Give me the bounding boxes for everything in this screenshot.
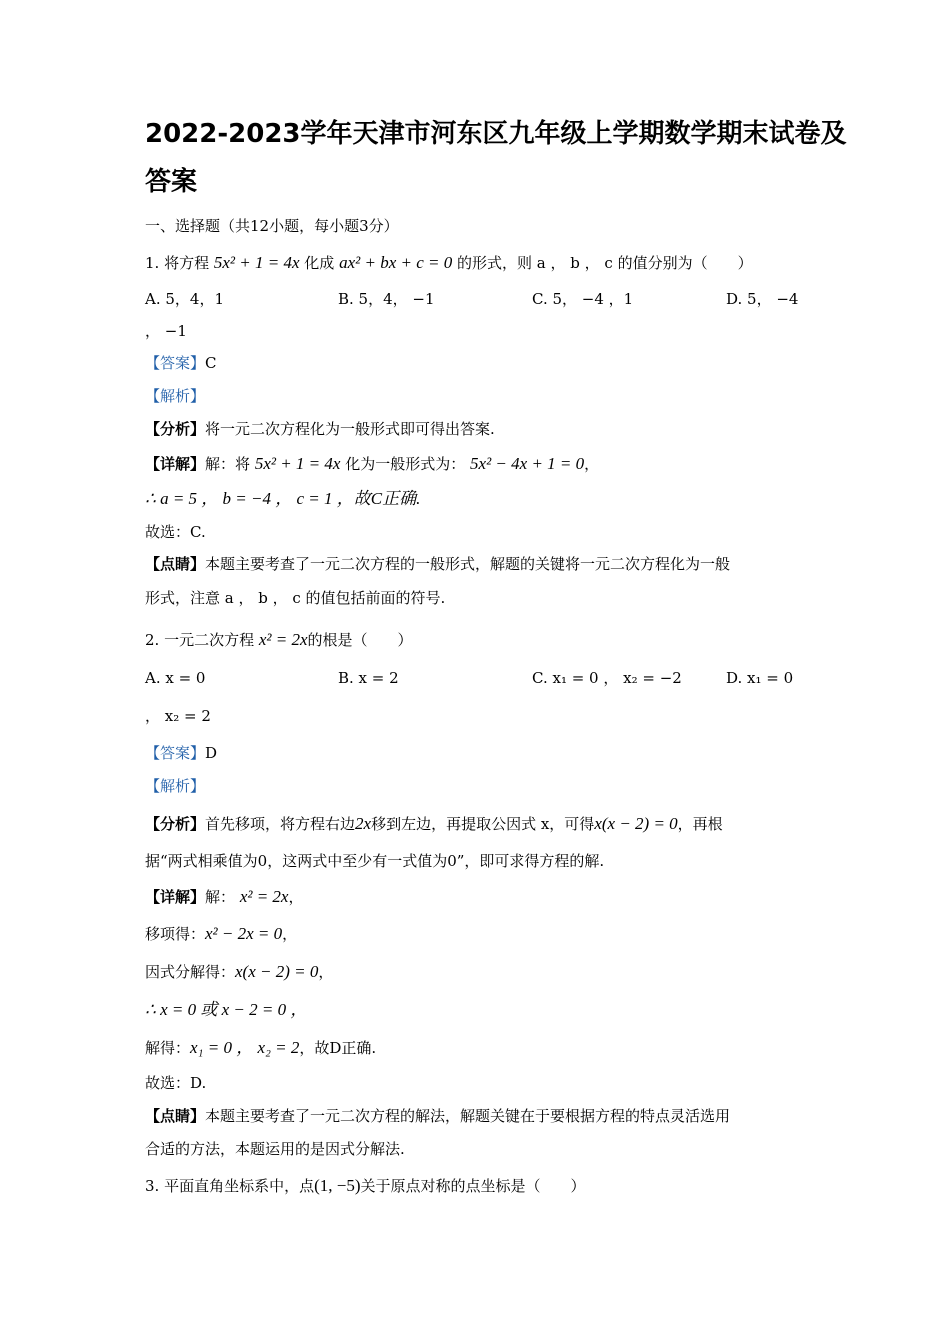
q1-xiangjie-c: ， xyxy=(584,455,600,473)
q3-point: (1, −5) xyxy=(314,1176,361,1195)
q2-dianjing-2: 合适的方法，本题运用的是因式分解法. xyxy=(145,1140,405,1158)
q2-fenxi-1b: 移到左边，再提取公因式 x，可得 xyxy=(371,815,595,833)
q2-fenxi-2: 据“两式相乘值为0，这两式中至少有一式值为0”，即可求得方程的解. xyxy=(145,852,605,870)
q2-option-b: B. x = 2 xyxy=(338,669,399,687)
q2-fenxi-1a: 首先移项，将方程右边 xyxy=(205,815,356,833)
xiangjie-tag: 【详解】 xyxy=(145,455,206,473)
q2-step2-label: 因式分解得： xyxy=(145,963,236,981)
q1-xiangjie-b: 化为一般形式为： xyxy=(345,455,466,473)
document-title-line1: 2022-2023学年天津市河东区九年级上学期数学期末试卷及 xyxy=(145,119,847,149)
fenxi-tag: 【分析】 xyxy=(145,420,206,438)
q1-dianjing-2: 形式，注意 a ， b ， c 的值包括前面的符号. xyxy=(145,589,446,607)
q2-answer xyxy=(145,742,217,764)
q1-choose: 故选：C. xyxy=(145,523,206,541)
q2-option-d-cont: ， x₂ = 2 xyxy=(145,707,211,725)
q1-answer-value: C xyxy=(205,354,217,372)
q1-option-a: A. 5，4，1 xyxy=(145,290,224,308)
q2-step1-eq: x² − 2x = 0 xyxy=(205,924,283,943)
q2-stem xyxy=(145,629,413,651)
q1-equation-1: 5x² + 1 = 4x xyxy=(213,253,300,272)
answer-tag: 【答案】 xyxy=(145,744,206,762)
q2-step1-label: 移项得： xyxy=(145,925,206,943)
answer-tag: 【答案】 xyxy=(145,354,206,372)
q2-analysis-tag: 【解析】 xyxy=(145,777,206,795)
fenxi-tag: 【分析】 xyxy=(145,815,206,833)
q1-fenxi-text: 将一元二次方程化为一般形式即可得出答案. xyxy=(205,420,495,438)
q2-step-1 xyxy=(145,923,297,945)
q2-xiangjie-eq: x² = 2x xyxy=(239,887,289,906)
q2-equation: x² = 2x xyxy=(258,630,308,649)
q1-dianjing-text-1: 本题主要考查了一元二次方程的一般形式，解题的关键将一元二次方程化为一般 xyxy=(205,555,731,573)
q2-step2-eq: x(x − 2) = 0 xyxy=(235,962,319,981)
q2-choose: 故选：D. xyxy=(145,1074,207,1092)
q2-dianjing-1 xyxy=(145,1105,730,1127)
q1-analysis-tag: 【解析】 xyxy=(145,387,206,405)
q2-step4-eq: x₁ = 0 ， x₂ = 2 xyxy=(190,1038,300,1057)
q3-stem xyxy=(145,1175,586,1197)
q2-step4-end: ，故D正确. xyxy=(299,1039,377,1057)
q2-stem-a: 2. 一元二次方程 xyxy=(145,631,255,649)
q1-dianjing-1 xyxy=(145,553,730,575)
dianjing-tag: 【点睛】 xyxy=(145,555,206,573)
q1-option-d-cont: ， −1 xyxy=(145,322,187,340)
q3-stem-a: 3. 平面直角坐标系中，点 xyxy=(145,1177,315,1195)
q2-stem-b: 的根是（ ） xyxy=(307,631,413,649)
q1-option-b: B. 5，4， −1 xyxy=(338,290,435,308)
q2-step-2 xyxy=(145,961,333,983)
q2-option-c: C. x₁ = 0 ， x₂ = −2 xyxy=(532,669,682,687)
q2-answer-value: D xyxy=(205,744,218,762)
q2-step4-label: 解得： xyxy=(145,1039,191,1057)
q1-option-c: C. 5， −4 ，1 xyxy=(532,290,634,308)
q2-option-d: D. x₁ = 0 xyxy=(726,669,794,687)
q2-step1-end: ， xyxy=(282,925,298,943)
q2-step3-text: ∴ x = 0 或 x − 2 = 0 ， xyxy=(145,1000,308,1019)
q2-fenxi-eq2: x(x − 2) = 0 xyxy=(594,814,678,833)
q1-stem xyxy=(145,252,753,274)
q2-fenxi-1 xyxy=(145,813,723,835)
q1-therefore xyxy=(145,488,420,510)
q1-xiangjie-eq1: 5x² + 1 = 4x xyxy=(254,454,341,473)
dianjing-tag: 【点睛】 xyxy=(145,1107,206,1125)
q2-xiangjie-b: ， xyxy=(288,888,304,906)
q2-step-4 xyxy=(145,1037,376,1059)
q1-equation-2: ax² + bx + c = 0 xyxy=(339,253,453,272)
q1-fenxi xyxy=(145,418,495,440)
q1-therefore-text: ∴ a = 5 ， b = −4 ， c = 1 ，故C正确. xyxy=(145,489,421,508)
q2-xiangjie xyxy=(145,886,304,908)
q1-stem-b: 化成 xyxy=(304,254,335,272)
section-heading: 一、选择题（共12小题，每小题3分） xyxy=(145,217,399,235)
q2-dianjing-text-1: 本题主要考查了一元二次方程的解法，解题关键在于要根据方程的特点灵活选用 xyxy=(205,1107,731,1125)
xiangjie-tag: 【详解】 xyxy=(145,888,206,906)
q2-fenxi-eq1: 2x xyxy=(355,814,372,833)
q1-stem-a: 1. 将方程 xyxy=(145,254,210,272)
q1-stem-c: 的形式，则 a ， b ， c 的值分别为（ ） xyxy=(457,254,753,272)
q1-xiangjie-eq2: 5x² − 4x + 1 = 0 xyxy=(470,454,585,473)
document-title-line2: 答案 xyxy=(145,167,198,197)
q2-step2-end: ， xyxy=(318,963,334,981)
q1-xiangjie xyxy=(145,453,599,475)
q2-option-a: A. x = 0 xyxy=(145,669,206,687)
q1-option-d: D. 5， −4 xyxy=(726,290,799,308)
q1-answer xyxy=(145,352,217,374)
q2-fenxi-1c: ，再根 xyxy=(677,815,723,833)
q3-stem-b: 关于原点对称的点坐标是（ ） xyxy=(360,1177,586,1195)
q2-xiangjie-a: 解： xyxy=(205,888,236,906)
q1-xiangjie-a: 解：将 xyxy=(205,455,251,473)
q2-step-3 xyxy=(145,999,307,1021)
